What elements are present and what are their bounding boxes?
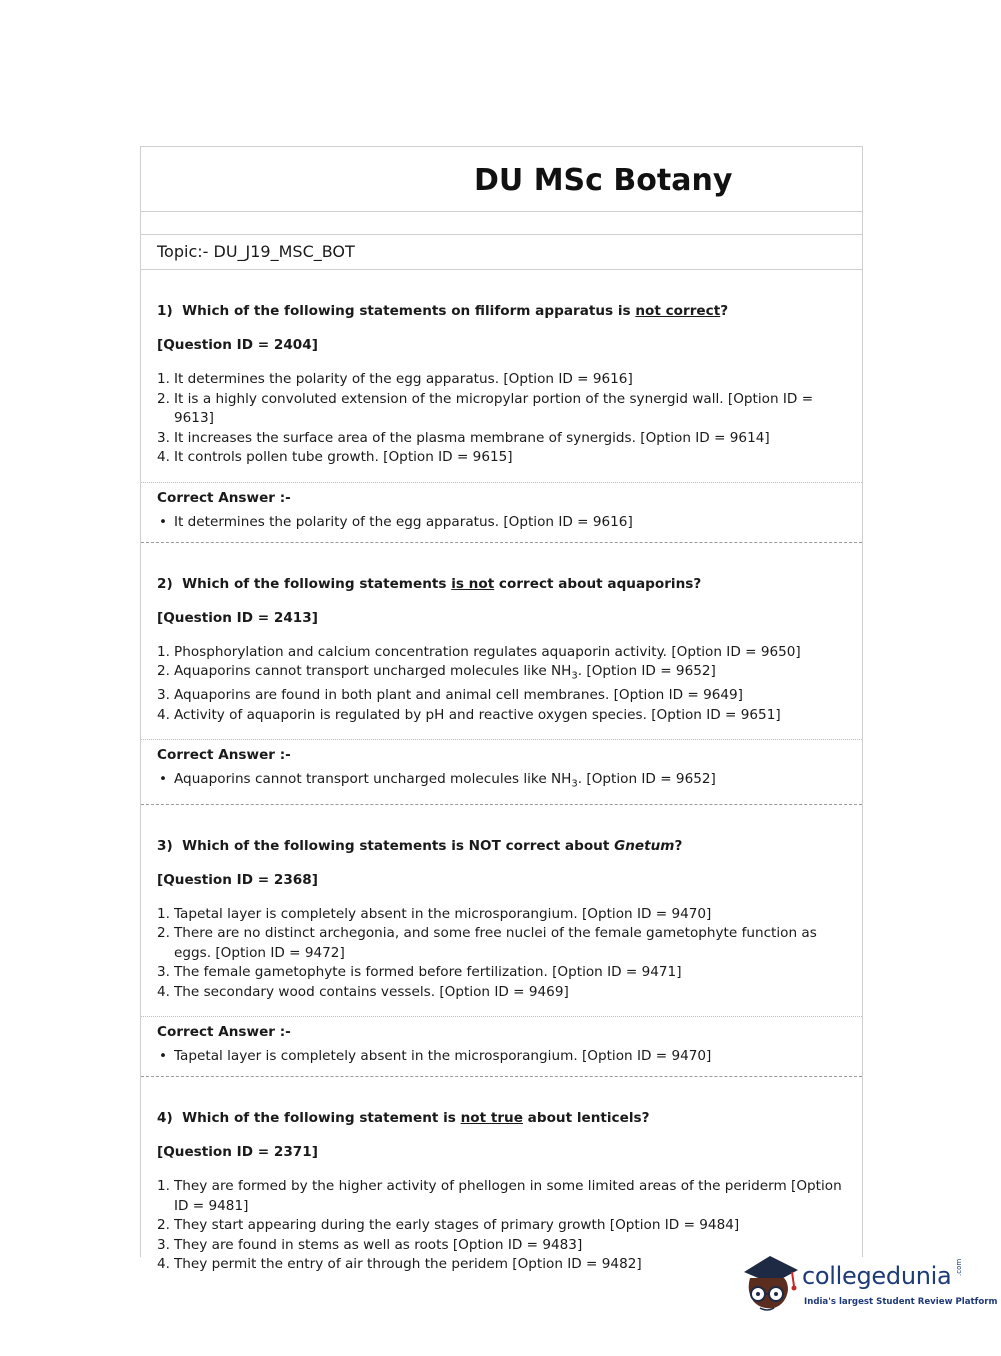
correct-answer-label: Correct Answer :-	[157, 489, 291, 506]
topic-row	[141, 235, 862, 270]
answer-divider	[141, 482, 862, 483]
options-list	[157, 370, 846, 468]
question-id: [Question ID = 2368]	[157, 871, 318, 888]
option-item: 1. It determines the polarity of the egg apparatus. [Option ID = 9616]	[157, 371, 633, 387]
option-item: 2. Aquaporins cannot transport uncharged molecules like $NH_3$. [Option ID = 9652]	[157, 663, 716, 682]
option-item: 4. The secondary wood contains vessels. [Option ID = 9469]	[157, 983, 569, 1000]
question-id: [Question ID = 2404]	[157, 337, 318, 353]
option-item: 1. Phosphorylation and calcium concentration regulates aquaporin activity. [Option ID = 9650]	[157, 643, 801, 660]
question-id: [Question ID = 2413]	[157, 609, 318, 626]
question-1	[141, 303, 862, 543]
correct-answer-label: Correct Answer :-	[157, 1024, 291, 1041]
option-item: 1. Tapetal layer is completely absent in the microsporangium. [Option ID = 9470]	[157, 905, 712, 922]
option-item: 2. There are no distinct archegonia, and some free nuclei of the female gametophyte function as eggs. [Option ID = 9472]	[157, 925, 817, 961]
page-title: DU MSc Botany	[474, 163, 733, 198]
question-text: 3) Which of the following statements is NOT correct about Gnetum?	[157, 837, 683, 854]
spacer-row	[141, 212, 862, 235]
option-item: 4. It controls pollen tube growth. [Option ID = 9615]	[157, 449, 513, 465]
title-row	[141, 147, 862, 212]
question-divider	[141, 1076, 862, 1077]
question-2	[141, 576, 862, 805]
answer-divider	[141, 1016, 862, 1017]
option-item: 3. The female gametophyte is formed before fertilization. [Option ID = 9471]	[157, 964, 682, 981]
option-item: 3. They are found in stems as well as roots [Option ID = 9483]	[157, 1236, 583, 1253]
question-3	[141, 838, 862, 1078]
correct-answer: • It determines the polarity of the egg apparatus. [Option ID = 9616]	[159, 513, 633, 530]
options-list	[157, 905, 846, 1003]
question-id: [Question ID = 2371]	[157, 1144, 318, 1161]
correct-answer: • Aquaporins cannot transport uncharged molecules like $NH_3$. [Option ID = 9652]	[159, 771, 716, 790]
brand-tagline: India's largest Student Review Platform	[804, 1297, 998, 1307]
option-item: 1. They are formed by the higher activity of phellogen in some limited areas of the periderm [Option ID = 9481]	[157, 1178, 842, 1214]
options-list	[157, 643, 846, 726]
topic-label: Topic:- DU_J19_MSC_BOT	[157, 242, 355, 261]
option-item: 3. Aquaporins are found in both plant and animal cell membranes. [Option ID = 9649]	[157, 687, 743, 704]
question-text: 1) Which of the following statements on filiform apparatus is not correct?	[157, 303, 729, 319]
brand-suffix: .com	[955, 1258, 963, 1276]
option-item: 2. They start appearing during the early stages of primary growth [Option ID = 9484]	[157, 1217, 740, 1234]
question-divider	[141, 804, 862, 805]
correct-answer: • Tapetal layer is completely absent in the microsporangium. [Option ID = 9470]	[159, 1048, 712, 1065]
question-text: 2) Which of the following statements is not correct about aquaporins?	[157, 575, 702, 592]
option-item: 4. They permit the entry of air through the peridem [Option ID = 9482]	[157, 1256, 642, 1273]
option-item: 3. It increases the surface area of the plasma membrane of synergids. [Option ID = 9614]	[157, 429, 770, 446]
collegedunia-mascot-icon	[740, 1248, 804, 1318]
option-item: 4. Activity of aquaporin is regulated by pH and reactive oxygen species. [Option ID = 9651]	[157, 706, 781, 723]
answer-divider	[141, 739, 862, 740]
question-paper	[140, 146, 863, 1273]
brand-name: collegedunia	[802, 1262, 952, 1290]
option-item: 2. It is a highly convoluted extension of the micropylar portion of the synergid wall. [Option ID = 9613]	[157, 390, 814, 426]
correct-answer-label: Correct Answer :-	[157, 747, 291, 764]
question-divider	[141, 542, 862, 543]
question-text: 4) Which of the following statement is not true about lenticels?	[157, 1110, 650, 1127]
